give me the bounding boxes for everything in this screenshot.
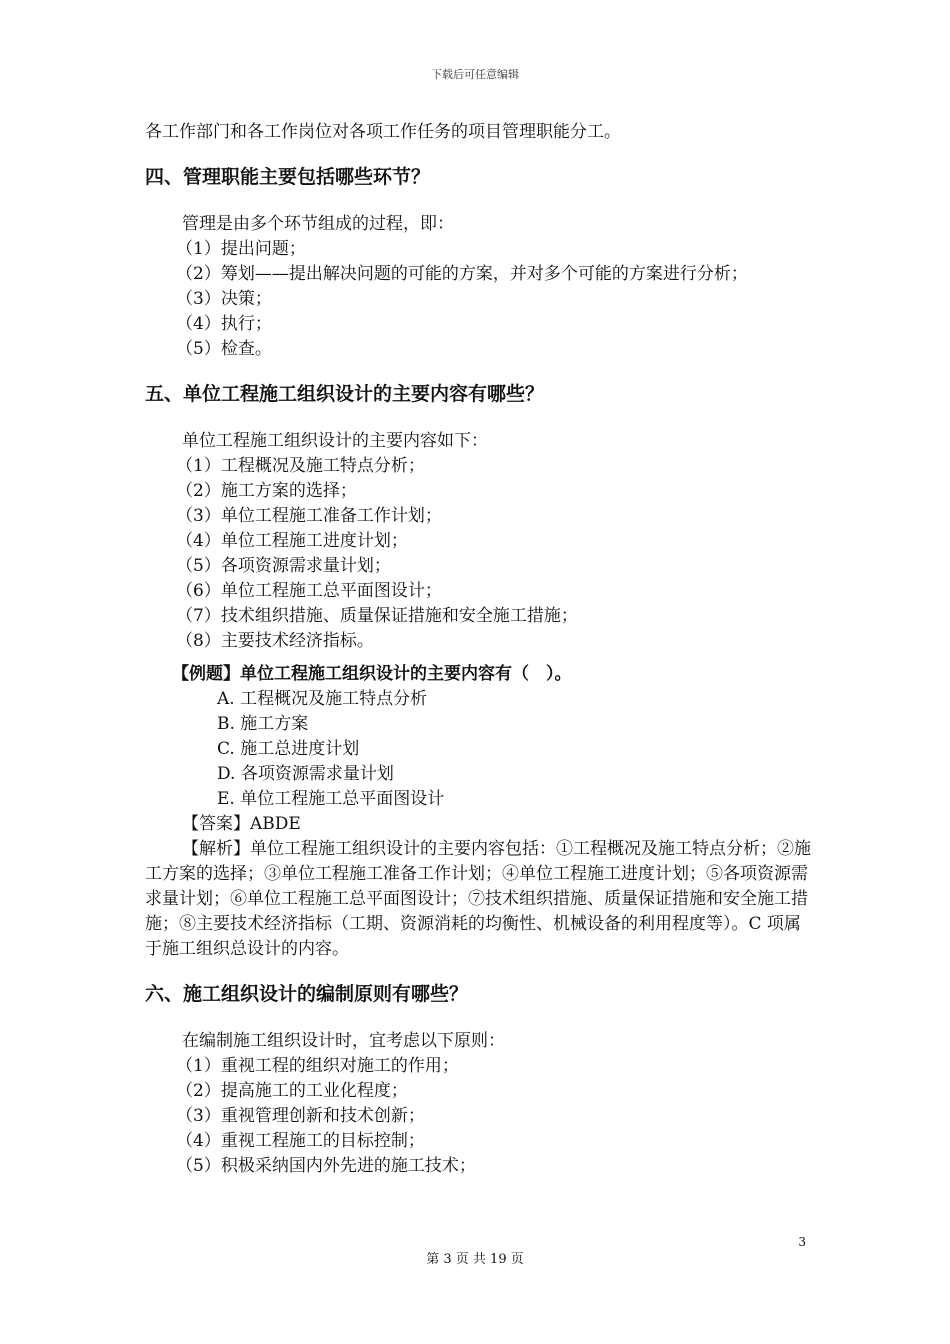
list-item: （1）提出问题； — [176, 239, 306, 259]
document-body — [145, 120, 815, 1179]
list-item: （3）重视管理创新和技术创新； — [176, 1106, 425, 1126]
list-item: （4）单位工程施工进度计划； — [176, 531, 408, 551]
list-item: （8）主要技术经济指标。 — [176, 631, 374, 651]
option-b: B. 施工方案 — [217, 714, 309, 734]
intro-line: 各工作部门和各工作岗位对各项工作任务的项目管理职能分工。 — [145, 122, 621, 142]
option-a: A. 工程概况及施工特点分析 — [217, 689, 428, 709]
section-5-heading: 五、单位工程施工组织设计的主要内容有哪些？ — [145, 383, 545, 405]
list-item: （1）重视工程的组织对施工的作用； — [176, 1056, 459, 1076]
list-item: （6）单位工程施工总平面图设计； — [176, 581, 442, 601]
list-item: （2）施工方案的选择； — [176, 481, 357, 501]
list-item: （2）筹划——提出解决问题的可能的方案，并对多个可能的方案进行分析； — [176, 264, 748, 284]
section-4-lead: 管理是由多个环节组成的过程，即： — [182, 214, 454, 234]
list-item: （3）单位工程施工准备工作计划； — [176, 506, 442, 526]
section-5-lead: 单位工程施工组织设计的主要内容如下： — [182, 431, 488, 451]
page-header: 下载后可任意编辑 — [431, 68, 519, 81]
page-number: 3 — [798, 1235, 806, 1249]
list-item: （1）工程概况及施工特点分析； — [176, 456, 425, 476]
list-item: （4）执行； — [176, 314, 272, 334]
list-item: （7）技术组织措施、质量保证措施和安全施工措施； — [176, 606, 578, 626]
list-item: （5）检查。 — [176, 339, 272, 359]
example-question: 【例题】单位工程施工组织设计的主要内容有（ ）。 — [172, 664, 572, 684]
list-item: （5）各项资源需求量计划； — [176, 556, 391, 576]
section-6-lead: 在编制施工组织设计时，宜考虑以下原则： — [182, 1031, 505, 1051]
section-4-heading: 四、管理职能主要包括哪些环节？ — [145, 166, 431, 188]
list-item: （5）积极采纳国内外先进的施工技术； — [176, 1156, 476, 1176]
option-c: C. 施工总进度计划 — [217, 739, 360, 759]
section-6-heading: 六、施工组织设计的编制原则有哪些？ — [145, 983, 469, 1005]
option-d: D. 各项资源需求量计划 — [217, 764, 394, 784]
list-item: （2）提高施工的工业化程度； — [176, 1081, 408, 1101]
answer: 【答案】ABDE — [182, 814, 301, 834]
list-item: （3）决策； — [176, 289, 272, 309]
list-item: （4）重视工程施工的目标控制； — [176, 1131, 425, 1151]
option-e: E. 单位工程施工总平面图设计 — [217, 789, 445, 809]
analysis: 【解析】单位工程施工组织设计的主要内容包括：①工程概况及施工特点分析；②施工方案的选择；③单位工程施工准备工作计划；④单位工程施工进度计划；⑤各项资源需求量计划；⑥单位工程施工总平面图设计；⑦技术组织措施、质量保证措施和安全施工措施；⑧主要技术经济指标（工期、资源消耗的均衡性、机械设备的利用程度等）。C 项属于施工组织总设计的内容。 — [145, 839, 811, 959]
page-footer: 第 3 页 共 19 页 — [426, 1252, 524, 1267]
